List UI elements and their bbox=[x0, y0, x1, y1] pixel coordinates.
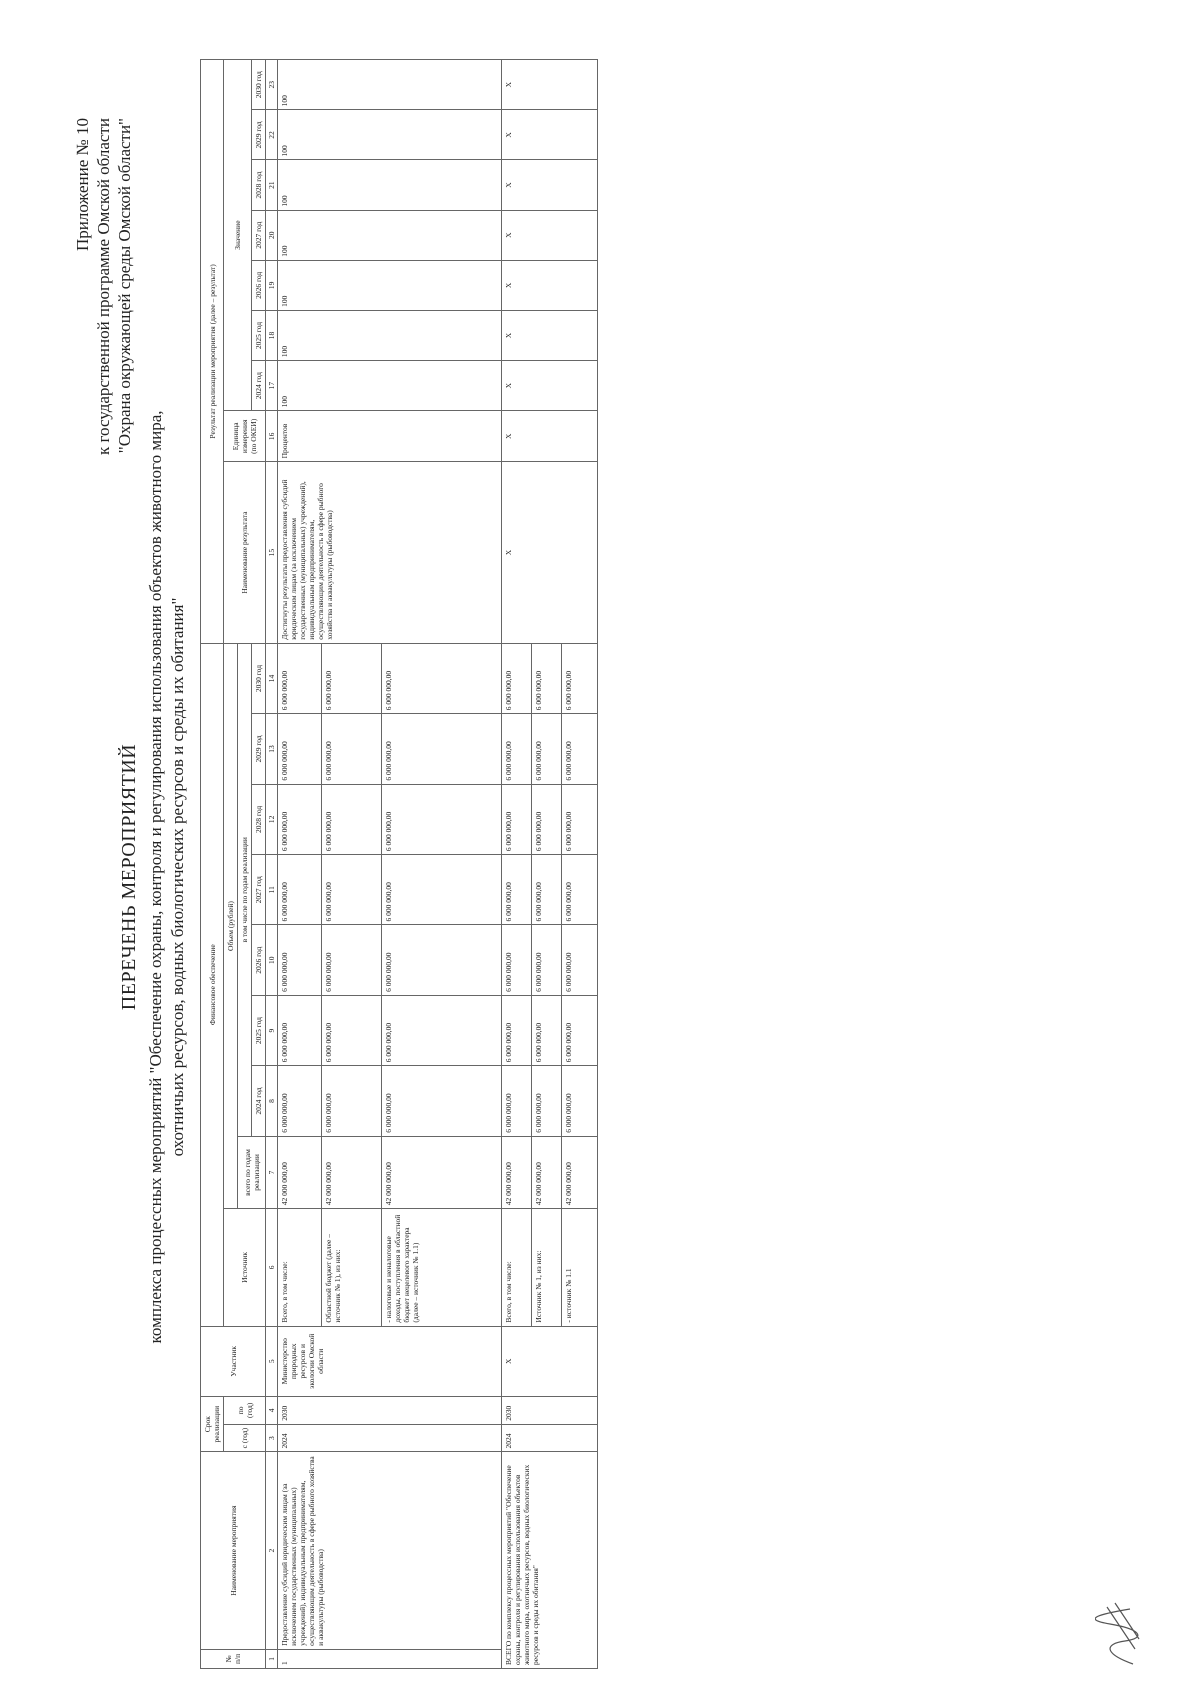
year-amount: 6 000 000,00 bbox=[532, 995, 562, 1065]
col-number: 13 bbox=[266, 714, 278, 784]
col-number: 5 bbox=[266, 1326, 278, 1396]
source: - налоговые и неналоговые доходы, поступления в областной бюджет нецелевого характера (далее – источник № 1.1) bbox=[382, 1209, 502, 1326]
total-amount: 42 000 000,00 bbox=[502, 1136, 532, 1209]
result-unit: Процентов bbox=[278, 411, 502, 462]
activities-table bbox=[200, 59, 598, 1669]
year-amount: 6 000 000,00 bbox=[562, 643, 598, 714]
year-amount: 6 000 000,00 bbox=[502, 855, 532, 925]
year-amount: 6 000 000,00 bbox=[382, 995, 502, 1065]
header-val-year: 2024 год bbox=[252, 361, 266, 411]
total-amount: 42 000 000,00 bbox=[278, 1136, 322, 1209]
header-val-year: 2027 год bbox=[252, 210, 266, 260]
result-value: 100 bbox=[278, 310, 502, 360]
total-amount: 42 000 000,00 bbox=[382, 1136, 502, 1209]
col-number: 2 bbox=[266, 1452, 278, 1649]
year-amount: 6 000 000,00 bbox=[322, 855, 382, 925]
col-number: 8 bbox=[266, 1066, 278, 1136]
result-name: X bbox=[502, 462, 598, 643]
page-subtitle-2: охотничьих ресурсов, водных биологических ресурсов и среды их обитания" bbox=[168, 597, 187, 1157]
year-amount: 6 000 000,00 bbox=[532, 714, 562, 784]
year-amount: 6 000 000,00 bbox=[532, 1066, 562, 1136]
total-amount: 42 000 000,00 bbox=[562, 1136, 598, 1209]
year-amount: 6 000 000,00 bbox=[278, 784, 322, 854]
header-fin-year: 2030 год bbox=[252, 643, 266, 714]
col-number: 1 bbox=[266, 1649, 278, 1668]
col-number: 11 bbox=[266, 855, 278, 925]
header-by-year: в том числе по годам реализации bbox=[238, 643, 252, 1136]
header-volume: Объем (рублей) bbox=[224, 643, 238, 1208]
year-amount: 6 000 000,00 bbox=[562, 855, 598, 925]
source: Областной бюджет (далее – источник № 1), из них: bbox=[322, 1209, 382, 1326]
header-total: всего по годам реализации bbox=[238, 1136, 266, 1209]
col-number: 22 bbox=[266, 110, 278, 160]
header-num: № п/п bbox=[201, 1649, 266, 1668]
header-val-year: 2026 год bbox=[252, 260, 266, 310]
header-result-name: Наименование результата bbox=[224, 462, 266, 643]
year-amount: 6 000 000,00 bbox=[322, 1066, 382, 1136]
participant: X bbox=[502, 1326, 598, 1396]
year-to: 2030 bbox=[278, 1396, 502, 1424]
source: Всего, в том числе: bbox=[502, 1209, 532, 1326]
total-activity-name: ВСЕГО по комплексу процессных мероприятий "Обеспечение охраны, контроля и регулирования использования объектов животного мира, охотничьих ресурсов, водных биологических ресурсов и среды их обитания" bbox=[502, 1452, 598, 1669]
year-amount: 6 000 000,00 bbox=[502, 925, 532, 995]
year-amount: 6 000 000,00 bbox=[382, 1066, 502, 1136]
result-value: 100 bbox=[278, 260, 502, 310]
col-number: 12 bbox=[266, 784, 278, 854]
header-participant: Участник bbox=[201, 1326, 266, 1396]
appendix-line-1: Приложение № 10 bbox=[73, 118, 92, 251]
result-value: 100 bbox=[278, 361, 502, 411]
source: Источник № 1, из них: bbox=[532, 1209, 562, 1326]
appendix-line-3: "Охрана окружающей среды Омской области" bbox=[115, 118, 134, 454]
year-amount: 6 000 000,00 bbox=[562, 714, 598, 784]
header-to: по (год) bbox=[224, 1396, 266, 1424]
year-amount: 6 000 000,00 bbox=[562, 995, 598, 1065]
year-amount: 6 000 000,00 bbox=[278, 925, 322, 995]
header-value: Значение bbox=[224, 60, 252, 411]
activity-name: Предоставление субсидий юридическим лицам (за исключением государственных (муниципальных) учреждений), индивидуальным предпринимателям, осуществляющим деятельность в сфере рыбного хозяйства и аквакультуры (рыбоводства) bbox=[278, 1452, 502, 1649]
year-amount: 6 000 000,00 bbox=[322, 643, 382, 714]
result-value: X bbox=[502, 210, 598, 260]
year-amount: 6 000 000,00 bbox=[278, 1066, 322, 1136]
year-amount: 6 000 000,00 bbox=[532, 643, 562, 714]
header-fin-year: 2026 год bbox=[252, 925, 266, 995]
col-number: 23 bbox=[266, 60, 278, 110]
row-number: 1 bbox=[278, 1649, 502, 1668]
col-number: 21 bbox=[266, 160, 278, 210]
year-amount: 6 000 000,00 bbox=[532, 925, 562, 995]
result-value: 100 bbox=[278, 60, 502, 110]
col-number: 20 bbox=[266, 210, 278, 260]
col-number: 19 bbox=[266, 260, 278, 310]
header-val-year: 2028 год bbox=[252, 160, 266, 210]
header-from: с (год) bbox=[224, 1424, 266, 1452]
col-number: 9 bbox=[266, 995, 278, 1065]
header-unit: Единица измерения (по ОКЕИ) bbox=[224, 411, 266, 462]
appendix-line-2: к государственной программе Омской области bbox=[94, 118, 113, 455]
column-numbers-row bbox=[266, 60, 278, 1669]
col-number: 10 bbox=[266, 925, 278, 995]
year-amount: 6 000 000,00 bbox=[382, 784, 502, 854]
header-fin-year: 2027 год bbox=[252, 855, 266, 925]
year-amount: 6 000 000,00 bbox=[278, 643, 322, 714]
result-value: 100 bbox=[278, 210, 502, 260]
result-value: X bbox=[502, 160, 598, 210]
total-amount: 42 000 000,00 bbox=[532, 1136, 562, 1209]
col-number: 4 bbox=[266, 1396, 278, 1424]
table-row bbox=[502, 60, 532, 1669]
col-number: 7 bbox=[266, 1136, 278, 1209]
result-value: X bbox=[502, 110, 598, 160]
year-amount: 6 000 000,00 bbox=[532, 784, 562, 854]
header-fin-year: 2024 год bbox=[252, 1066, 266, 1136]
source: - источник № 1.1 bbox=[562, 1209, 598, 1326]
result-value: X bbox=[502, 260, 598, 310]
year-amount: 6 000 000,00 bbox=[278, 995, 322, 1065]
header-fin-year: 2028 год bbox=[252, 784, 266, 854]
result-value: 100 bbox=[278, 110, 502, 160]
result-value: X bbox=[502, 60, 598, 110]
col-number: 6 bbox=[266, 1209, 278, 1326]
year-amount: 6 000 000,00 bbox=[322, 784, 382, 854]
year-amount: 6 000 000,00 bbox=[562, 1066, 598, 1136]
year-from: 2024 bbox=[502, 1424, 598, 1452]
header-fin-year: 2029 год bbox=[252, 714, 266, 784]
col-number: 16 bbox=[266, 411, 278, 462]
year-amount: 6 000 000,00 bbox=[322, 714, 382, 784]
result-value: X bbox=[502, 310, 598, 360]
participant: Министерство природных ресурсов и экологии Омской области bbox=[278, 1326, 502, 1396]
col-number: 14 bbox=[266, 643, 278, 714]
year-amount: 6 000 000,00 bbox=[502, 1066, 532, 1136]
result-unit: X bbox=[502, 411, 598, 462]
year-amount: 6 000 000,00 bbox=[322, 925, 382, 995]
year-amount: 6 000 000,00 bbox=[278, 714, 322, 784]
header-val-year: 2025 год bbox=[252, 310, 266, 360]
col-number: 3 bbox=[266, 1424, 278, 1452]
year-amount: 6 000 000,00 bbox=[382, 643, 502, 714]
year-amount: 6 000 000,00 bbox=[502, 784, 532, 854]
year-amount: 6 000 000,00 bbox=[502, 995, 532, 1065]
page-title: ПЕРЕЧЕНЬ МЕРОПРИЯТИЙ bbox=[118, 743, 140, 1011]
year-amount: 6 000 000,00 bbox=[502, 714, 532, 784]
header-result-block: Результат реализации мероприятия (далее – результат) bbox=[201, 60, 224, 644]
result-value: X bbox=[502, 361, 598, 411]
year-amount: 6 000 000,00 bbox=[382, 855, 502, 925]
result-name: Достигнуты результаты предоставления субсидий юридическим лицам (за исключением государственных (муниципальных) учреждений), индивидуальным предпринимателям, осуществляющим деятельность в сфере рыбного хозяйства и аквакультуры (рыбоводства) bbox=[278, 462, 502, 643]
year-amount: 6 000 000,00 bbox=[322, 995, 382, 1065]
header-name: Наименование мероприятия bbox=[201, 1452, 266, 1649]
col-number: 17 bbox=[266, 361, 278, 411]
header-source: Источник bbox=[224, 1209, 266, 1326]
total-amount: 42 000 000,00 bbox=[322, 1136, 382, 1209]
year-amount: 6 000 000,00 bbox=[382, 925, 502, 995]
year-amount: 6 000 000,00 bbox=[562, 784, 598, 854]
signature-scribble bbox=[1095, 1599, 1145, 1669]
year-amount: 6 000 000,00 bbox=[562, 925, 598, 995]
year-amount: 6 000 000,00 bbox=[502, 643, 532, 714]
header-val-year: 2029 год bbox=[252, 110, 266, 160]
year-to: 2030 bbox=[502, 1396, 598, 1424]
header-term: Срок реализации bbox=[201, 1396, 224, 1451]
header-val-year: 2030 год bbox=[252, 60, 266, 110]
result-value: 100 bbox=[278, 160, 502, 210]
col-number: 18 bbox=[266, 310, 278, 360]
source: Всего, в том числе: bbox=[278, 1209, 322, 1326]
year-amount: 6 000 000,00 bbox=[278, 855, 322, 925]
page-subtitle-1: комплекса процессных мероприятий "Обеспечение охраны, контроля и регулирования использования объектов животного мира, bbox=[146, 410, 165, 1344]
header-finance: Финансовое обеспечение bbox=[201, 643, 224, 1326]
col-number: 15 bbox=[266, 462, 278, 643]
year-amount: 6 000 000,00 bbox=[382, 714, 502, 784]
year-from: 2024 bbox=[278, 1424, 502, 1452]
year-amount: 6 000 000,00 bbox=[532, 855, 562, 925]
header-fin-year: 2025 год bbox=[252, 995, 266, 1065]
table-row bbox=[278, 60, 322, 1669]
